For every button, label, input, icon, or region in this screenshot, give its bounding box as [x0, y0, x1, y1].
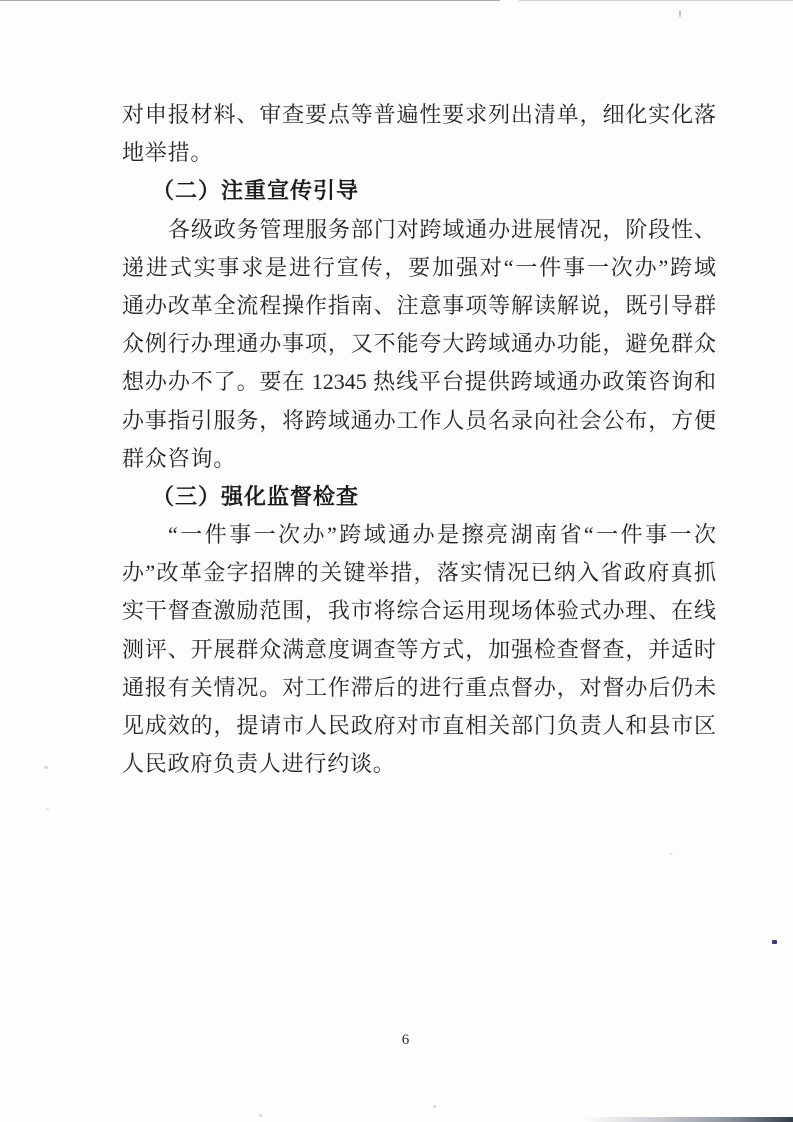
- body-text-line: 见成效的，提请市人民政府对市直相关部门负责人和县市区: [122, 713, 716, 738]
- body-text-line: 办”改革金字招牌的关键举措，落实情况已纳入省政府真抓: [122, 560, 716, 586]
- section-heading: （二）注重宣传引导: [152, 178, 360, 204]
- body-text-line: 群众咨询。: [122, 445, 237, 471]
- scan-speck: [46, 808, 49, 810]
- body-text-line: 通报有关情况。对工作滞后的进行重点督办，对督办后仍未: [122, 674, 716, 700]
- scan-speck: [670, 853, 673, 855]
- scan-speck-ink-dot: [772, 940, 777, 944]
- scan-speck: [259, 1114, 262, 1117]
- body-text-line: 对申报材料、审查要点等普遍性要求列出清单，细化实化落: [122, 102, 716, 127]
- body-text-line: 通办改革全流程操作指南、注意事项等解读解说，既引导群: [122, 292, 716, 318]
- body-text-line: 办事指引服务，将跨域通办工作人员名录向社会公布，方便: [122, 407, 716, 433]
- scan-speck: [44, 766, 48, 769]
- scan-speck: [679, 10, 681, 17]
- body-text-line: 递进式实事求是进行宣传，要加强对“一件事一次办”跨域: [122, 254, 716, 280]
- section-heading: （三）强化监督检查: [152, 483, 360, 509]
- text-column: [122, 96, 716, 783]
- body-text-line: 测评、开展群众满意度调查等方式，加强检查督查，并适时: [122, 636, 716, 662]
- body-text-line: 地举措。: [122, 140, 214, 166]
- scan-artifact-bottom-edge-shadow: [583, 1117, 793, 1122]
- page-number: 6: [401, 1032, 410, 1048]
- scan-artifact-top-line-left: [0, 0, 500, 1]
- scan-artifact-top-line-right: [519, 0, 793, 1]
- body-text-line: 人民政府负责人进行约谈。: [122, 751, 396, 777]
- body-text-line: 各级政务管理服务部门对跨域通办进展情况，阶段性、: [168, 216, 716, 242]
- body-text-line: 想办办不了。要在 12345 热线平台提供跨域通办政策咨询和: [122, 369, 716, 395]
- body-text-line: “一件事一次办”跨域通办是擦亮湖南省“一件事一次: [168, 522, 716, 548]
- scan-speck: [433, 1105, 436, 1108]
- body-text-line: 众例行办理通办事项，又不能夸大跨域通办功能，避免群众: [122, 331, 716, 357]
- body-text-line: 实干督查激励范围，我市将综合运用现场体验式办理、在线: [122, 598, 716, 624]
